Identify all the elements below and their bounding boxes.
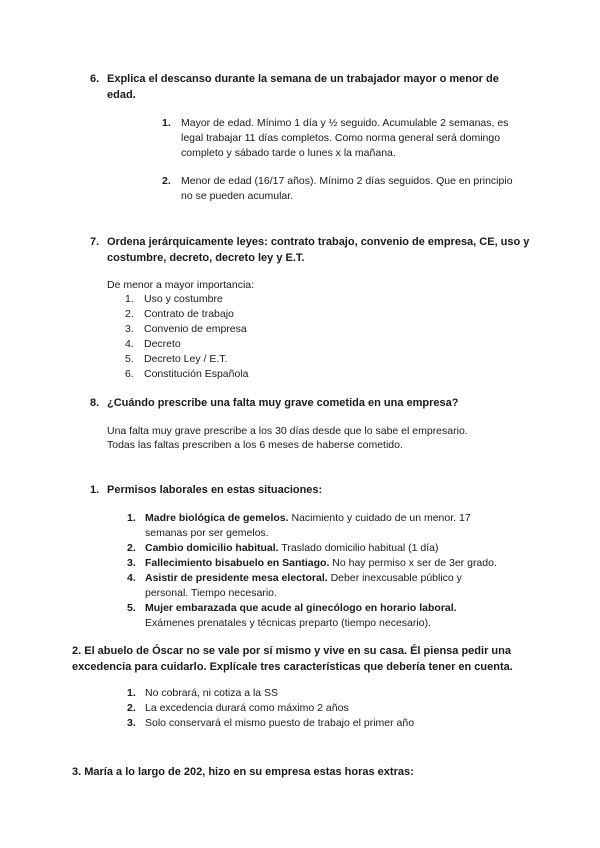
hierarchy-intro: De menor a mayor importancia:	[107, 279, 255, 291]
list-item	[125, 367, 425, 382]
answer-line: Todas las faltas prescriben a los 6 meses de haberse cometido.	[107, 439, 403, 451]
question-number: 1.	[90, 484, 100, 496]
list-number: 2.	[127, 702, 136, 714]
list-item	[125, 337, 425, 352]
list-item	[125, 322, 425, 337]
permit-detail: Traslado domicilio habitual (1 día)	[278, 542, 439, 554]
list-item	[125, 292, 425, 307]
list-number: 5.	[127, 602, 136, 614]
practice-3: 3. María a lo largo de 202, hizo en su empresa estas horas extras:	[72, 766, 414, 778]
list-number: 6.	[125, 368, 134, 380]
list-number: 2.	[127, 542, 136, 554]
answer-item	[162, 174, 522, 204]
list-number: 3.	[127, 717, 136, 729]
list-number: 1.	[127, 687, 136, 699]
list-text: La excedencia durará como máximo 2 años	[145, 702, 349, 714]
list-number: 1.	[127, 512, 136, 524]
list-item	[127, 686, 507, 701]
permit-title: Madre biológica de gemelos.	[145, 512, 289, 524]
practice-2: 2. El abuelo de Óscar no se vale por sí mismo y vive en su casa. Él piensa pedir una excedencia para cuidarlo. Explícale tres características que debería tener en cuenta.	[72, 645, 513, 673]
list-number: 5.	[125, 353, 134, 365]
list-item	[127, 716, 507, 731]
permit-detail: Nacimiento y cuidado de un menor. 17 semanas por ser gemelos.	[145, 512, 471, 539]
list-text: Constitución Española	[144, 368, 249, 380]
list-number: 3.	[125, 323, 134, 335]
list-text: Uso y costumbre	[144, 293, 223, 305]
list-item	[125, 352, 425, 367]
list-item	[127, 541, 497, 556]
practice-1	[90, 482, 530, 498]
list-number: 3.	[127, 557, 136, 569]
list-number: 1.	[125, 293, 134, 305]
question-number: 6.	[90, 73, 100, 85]
answer-text: Mayor de edad. Mínimo 1 día y ½ seguido. Acumulable 2 semanas, es legal trabajar 11 días completos. Como norma general será domingo completo y sábado tarde o lunes x la mañana.	[181, 117, 509, 159]
question-number: 8.	[90, 397, 100, 409]
permit-list	[127, 511, 497, 631]
permit-detail: No hay permiso x ser de 3er grado.	[329, 557, 497, 569]
answer-text: Menor de edad (16/17 años). Mínimo 2 días seguidos. Que en principio no se pueden acumular.	[181, 175, 513, 202]
list-number: 4.	[127, 572, 136, 584]
answer-line: Una falta muy grave prescribe a los 30 días desde que lo sabe el empresario.	[107, 425, 468, 437]
answer-number: 1.	[162, 117, 171, 129]
question-8	[90, 395, 530, 411]
question-7	[90, 234, 530, 266]
list-item	[127, 571, 497, 601]
question-number: 7.	[90, 236, 100, 248]
list-item	[127, 511, 497, 541]
permit-detail: Deber inexcusable público y personal. Tiempo necesario.	[145, 572, 462, 599]
list-item	[127, 701, 507, 716]
permit-title: Fallecimiento bisabuelo en Santiago.	[145, 557, 330, 569]
question-text: Permisos laborales en estas situaciones:	[107, 484, 323, 496]
leave-list	[127, 686, 507, 731]
permit-detail: Exámenes prenatales y técnicas preparto (tiempo necesario).	[145, 617, 431, 629]
permit-title: Asistir de presidente mesa electoral.	[145, 572, 328, 584]
list-text: Contrato de trabajo	[144, 308, 234, 320]
question-text: Ordena jerárquicamente leyes: contrato trabajo, convenio de empresa, CE, uso y costumbre, decreto, decreto ley y E.T.	[107, 236, 530, 264]
list-item	[127, 556, 497, 571]
list-text: Convenio de empresa	[144, 323, 247, 335]
hierarchy-list	[125, 292, 425, 382]
answer-number: 2.	[162, 175, 171, 187]
question-text: Explica el descanso durante la semana de un trabajador mayor o menor de edad.	[107, 73, 499, 101]
list-text: Decreto Ley / E.T.	[144, 353, 228, 365]
list-item	[125, 307, 425, 322]
permit-title: Cambio domicilio habitual.	[145, 542, 279, 554]
question-text: ¿Cuándo prescribe una falta muy grave cometida en una empresa?	[107, 397, 459, 409]
list-text: No cobrará, ni cotiza a la SS	[145, 687, 279, 699]
list-text: Decreto	[144, 338, 181, 350]
list-item	[127, 601, 497, 631]
list-number: 2.	[125, 308, 134, 320]
question-6	[90, 71, 520, 103]
answer-item	[162, 116, 522, 161]
permit-title: Mujer embarazada que acude al ginecólogo en horario laboral.	[145, 602, 457, 614]
list-text: Solo conservará el mismo puesto de trabajo el primer año	[145, 717, 415, 729]
list-number: 4.	[125, 338, 134, 350]
